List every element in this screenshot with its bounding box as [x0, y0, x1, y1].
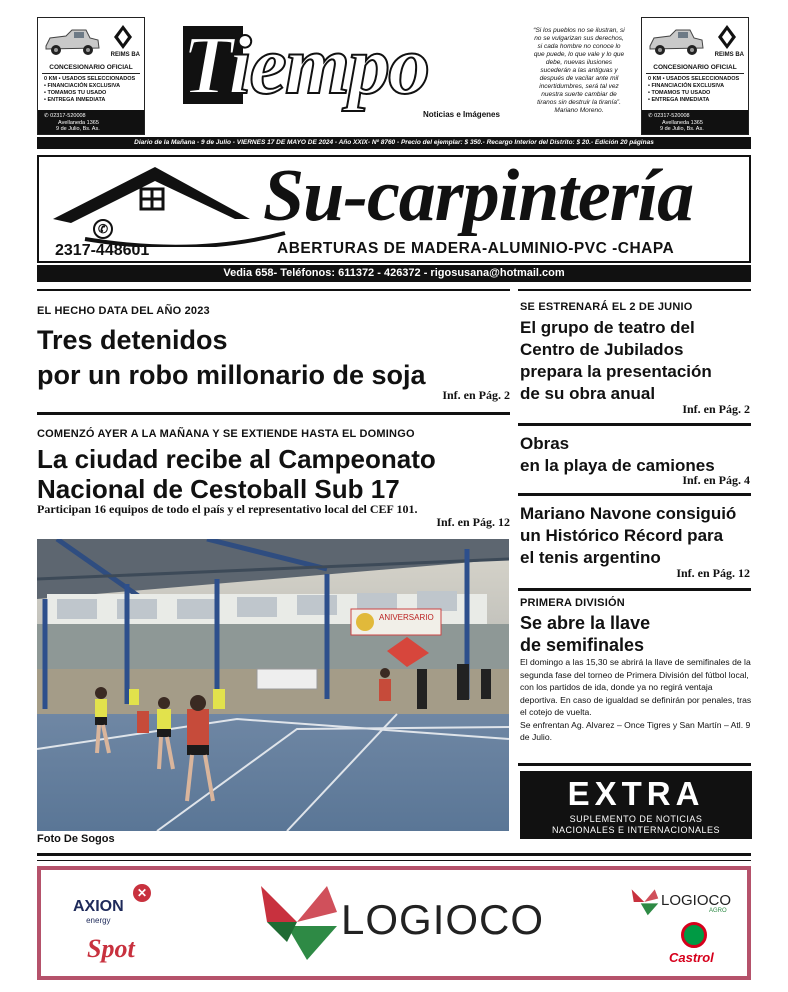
cestoball-headline-line1[interactable]: La ciudad recibe al Campeonato — [37, 444, 436, 474]
cestoball-photo[interactable] — [37, 539, 509, 831]
headline-line: El grupo de teatro del — [520, 318, 695, 337]
rule — [518, 588, 751, 591]
headline-line: en la playa de camiones — [520, 456, 715, 475]
cestoball-headline-line2[interactable]: Nacional de Cestoball Sub 17 — [37, 474, 400, 504]
dealer-contact — [642, 110, 748, 134]
bottom-rule-thin — [37, 860, 751, 861]
dealer-features — [648, 76, 739, 104]
edition-info-bar: Diario de la Mañana - 9 de Julio - VIERNES 17 DE MAYO DE 2024 - Año XXIX- Nº 8760 - Precio del ejemplar: $ 350.- Recargo Interior del Distrito: $ 20.- Edición 20 páginas — [37, 137, 751, 149]
top-rule-left — [37, 289, 510, 291]
obras-headline[interactable] — [520, 433, 756, 477]
tenis-headline[interactable] — [520, 503, 756, 569]
logioco-small-name: LOGIOCO — [661, 892, 732, 909]
obras-page-ref[interactable]: Inf. en Pág. 4 — [682, 473, 750, 487]
teatro-page-ref[interactable]: Inf. en Pág. 2 — [682, 402, 750, 416]
renault-logo-icon — [712, 24, 742, 50]
extra-line2: NACIONALES E INTERNACIONALES — [551, 825, 721, 835]
bottom-rule — [37, 853, 751, 856]
headline-line: de su obra anual — [520, 384, 656, 403]
extra-line1: SUPLEMENTO DE NOTICIAS — [569, 814, 703, 824]
sponsor-ad[interactable] — [37, 866, 751, 980]
extra-title: EXTRA — [567, 775, 705, 812]
robo-headline-line2[interactable]: por un robo millonario de soja — [37, 360, 426, 390]
dealer-brand: REIMS BA — [714, 52, 744, 58]
rule — [37, 412, 510, 415]
dealer-features — [44, 76, 135, 104]
teatro-headline[interactable] — [520, 317, 756, 405]
headline-line: de semifinales — [520, 635, 645, 655]
futbol-kicker: PRIMERA DIVISIÓN — [520, 597, 625, 609]
robo-page-ref[interactable]: Inf. en Pág. 2 — [442, 388, 510, 402]
list-item: 0 KM • USADOS SELECCIONADOS — [648, 76, 740, 82]
logioco-main-name: LOGIOCO — [341, 896, 545, 943]
dealer-city: 9 de Julio, Bs. As. — [56, 126, 100, 132]
axion-name: AXION — [73, 898, 124, 915]
dealer-phone: 02317-520008 — [50, 113, 86, 119]
castrol-name: Castrol — [669, 950, 714, 965]
house-roof-icon — [45, 161, 295, 247]
axion-x-icon: ✕ — [133, 884, 151, 902]
list-item: • ENTREGA INMEDIATA — [44, 97, 106, 103]
top-rule-right — [518, 289, 751, 291]
dealer-brand: REIMS BA — [110, 52, 140, 58]
whatsapp-icon: ✆ — [93, 219, 113, 239]
castrol-logo-icon — [681, 922, 707, 948]
list-item: • ENTREGA INMEDIATA — [648, 97, 710, 103]
headline-line: Se abre la llave — [520, 613, 651, 633]
extra-supplement-box[interactable] — [520, 771, 752, 839]
whatsapp-icon: ✆ — [44, 113, 49, 119]
masthead-title[interactable]: Tiempo — [182, 19, 429, 112]
carpinteria-name: Su-carpintería — [263, 155, 694, 237]
photo-credit: Foto De Sogos — [37, 833, 115, 845]
rule — [518, 423, 751, 426]
headline-line: Centro de Jubilados — [520, 340, 684, 359]
cestoball-page-ref[interactable]: Inf. en Pág. 12 — [436, 515, 510, 529]
spot-logo: Spot — [87, 934, 135, 963]
carpinteria-ad[interactable] — [37, 155, 751, 263]
dealer-title: CONCESIONARIO OFICIAL — [646, 64, 744, 74]
pickup-truck-icon — [42, 24, 102, 58]
body-paragraph: Se enfrentan Ag. Alvarez – Once Tigres y San Martín – Atl. 9 de Julio. — [520, 719, 751, 742]
dealer-title: CONCESIONARIO OFICIAL — [42, 64, 140, 74]
dealer-address: Avellaneda 1365 — [58, 119, 99, 126]
dealer-address: Avellaneda 1365 — [662, 119, 703, 126]
headline-line: un Histórico Récord para — [520, 526, 724, 545]
whatsapp-icon: ✆ — [648, 113, 653, 119]
masthead-quote: “Si los pueblos no se ilustran, si no se vulgarizan sus derechos, si cada hombre no conoce lo que puede, lo que vale y lo que debe, nuevas ilusiones sucederán a las antiguas y después de vacilar ante mil incertidumbres, será tal vez nuestra suerte cambiar de tiranos sin destruir la tiranía”. Mariano Moreno. — [533, 27, 625, 114]
futbol-body — [520, 656, 752, 744]
dealer-city: 9 de Julio, Bs. As. — [660, 126, 704, 132]
logioco-small-mark-icon — [629, 888, 663, 916]
cestoball-kicker: COMENZÓ AYER A LA MAÑANA Y SE EXTIENDE HASTA EL DOMINGO — [37, 428, 415, 440]
list-item: • FINANCIACIÓN EXCLUSIVA — [44, 83, 121, 89]
list-item: • TOMAMOS TU USADO — [648, 90, 711, 96]
dealer-contact — [38, 110, 144, 134]
futbol-headline[interactable] — [520, 612, 756, 656]
renault-logo-icon — [108, 24, 138, 50]
body-paragraph: El domingo a las 15,30 se abrirá la llave de semifinales de la segunda fase del torneo de Primera División del fútbol local, con los partidos de ida, donde ya no regirá ventaja deportiva. En caso de igualdad se definirán por penales, tras el cotejo de vuelta. — [520, 657, 752, 717]
robo-kicker: EL HECHO DATA DEL AÑO 2023 — [37, 305, 210, 317]
banner-text: ANIVERSARIO — [379, 613, 434, 622]
gym-scene-image — [37, 539, 509, 831]
cestoball-summary: Participan 16 equipos de todo el país y el representativo local del CEF 101. — [37, 502, 418, 516]
teatro-kicker: SE ESTRENARÁ EL 2 DE JUNIO — [520, 301, 693, 313]
list-item: 0 KM • USADOS SELECCIONADOS — [44, 76, 136, 82]
carpinteria-tagline: ABERTURAS DE MADERA-ALUMINIO-PVC -CHAPA — [277, 240, 675, 257]
dealer-ad-right[interactable] — [641, 17, 749, 135]
carpinteria-contact-bar: Vedia 658- Teléfonos: 611372 - 426372 - rigosusana@hotmail.com — [37, 265, 751, 282]
headline-line: prepara la presentación — [520, 362, 712, 381]
list-item: • TOMAMOS TU USADO — [44, 90, 107, 96]
robo-headline-line1[interactable]: Tres detenidos — [37, 325, 228, 355]
carpinteria-phone: 2317-448601 — [55, 242, 150, 259]
tenis-page-ref[interactable]: Inf. en Pág. 12 — [676, 566, 750, 580]
axion-sub: energy — [86, 916, 111, 925]
headline-line: Mariano Navone consiguió — [520, 504, 737, 523]
headline-line: Obras — [520, 434, 570, 453]
dealer-phone: 02317-520008 — [654, 113, 690, 119]
logioco-small-sub: AGRO — [709, 908, 727, 914]
logioco-mark-icon — [257, 882, 347, 962]
rule — [518, 493, 751, 496]
list-item: • FINANCIACIÓN EXCLUSIVA — [648, 83, 725, 89]
masthead-subtitle: Noticias e Imágenes — [423, 110, 500, 119]
headline-line: el tenis argentino — [520, 548, 661, 567]
pickup-truck-icon — [646, 24, 706, 58]
dealer-ad-left[interactable] — [37, 17, 145, 135]
rule — [518, 763, 751, 766]
axion-logo — [73, 886, 148, 925]
